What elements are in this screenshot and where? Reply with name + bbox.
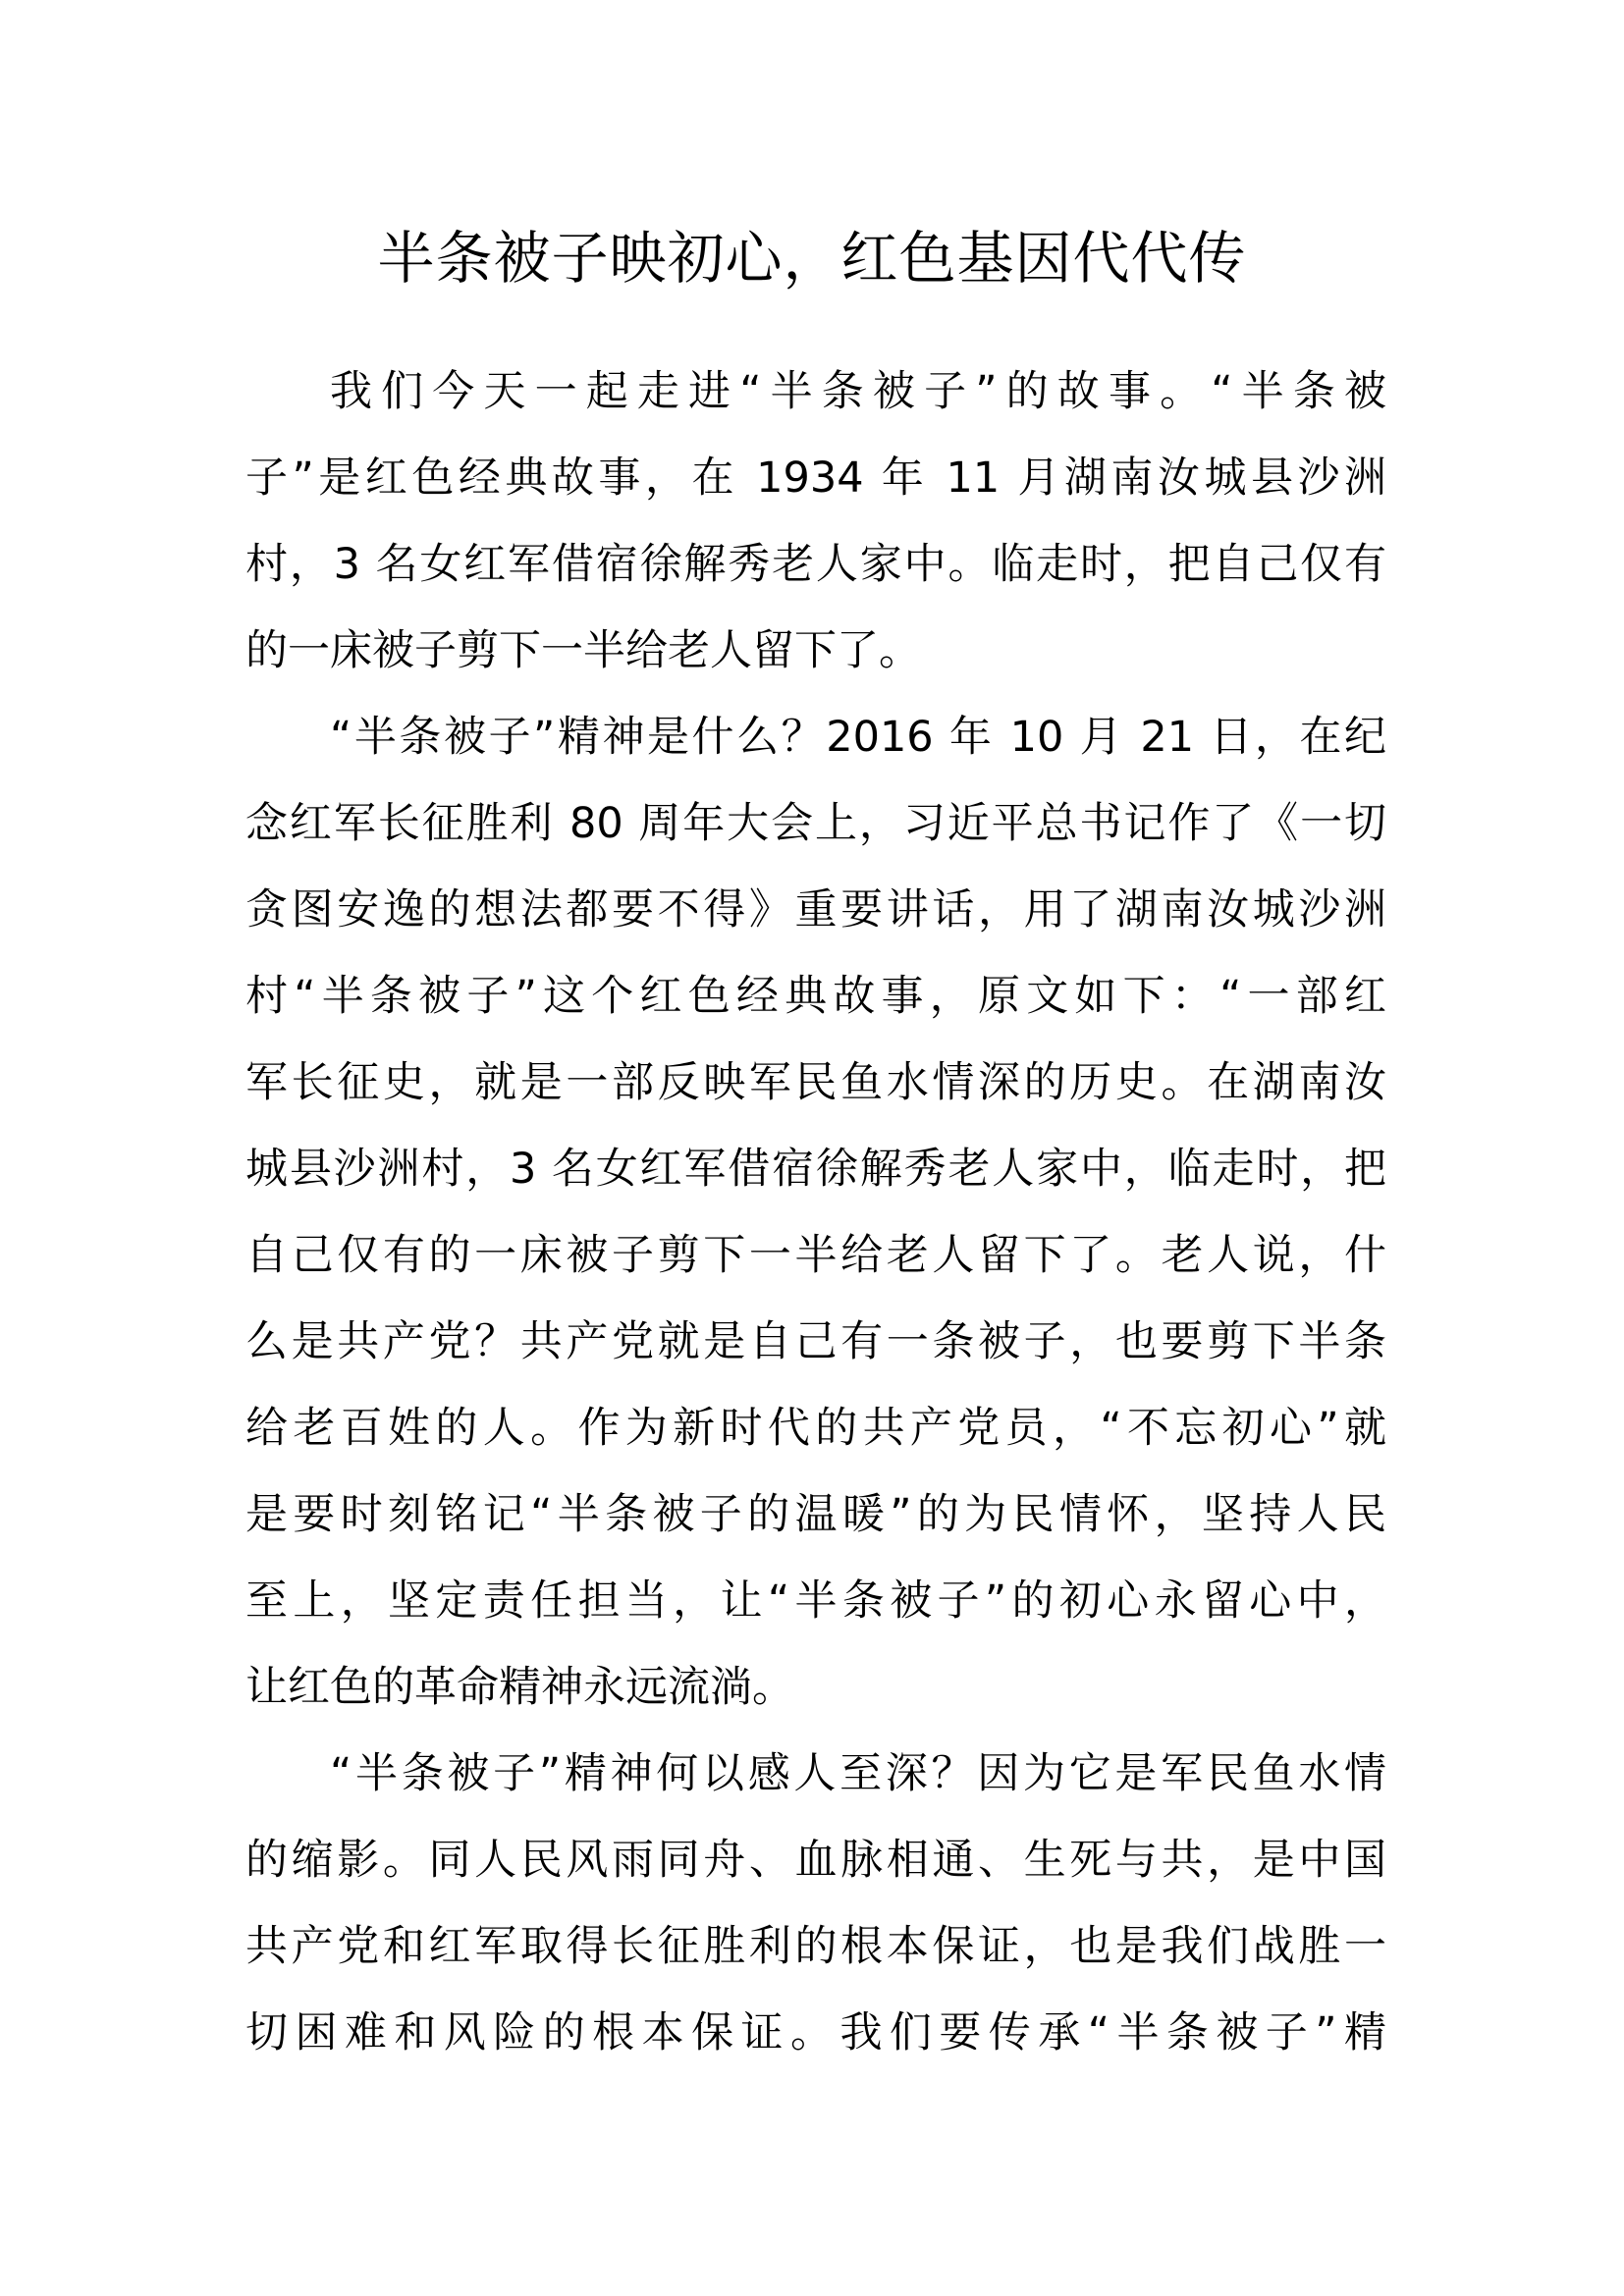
- paragraph-line: 共产党和红军取得长征胜利的根本保证，也是我们战胜一: [245, 1922, 1386, 1971]
- paragraph-line: 念红军长征胜利 80 周年大会上，习近平总书记作了《一切: [245, 799, 1386, 848]
- paragraph-line: 至上，坚定责任担当，让“半条被子”的初心永留心中，: [245, 1576, 1386, 1626]
- paragraph-2: [245, 694, 1386, 1731]
- paragraph-line: 么是共产党？共产党就是自己有一条被子，也要剪下半条: [245, 1317, 1386, 1366]
- paragraph-line: 自己仅有的一床被子剪下一半给老人留下了。老人说，什: [245, 1231, 1386, 1280]
- paragraph-line: “半条被子”精神是什么？2016 年 10 月 21 日，在纪: [330, 713, 1386, 762]
- paragraph-line: 是要时刻铭记“半条被子的温暖”的为民情怀，坚持人民: [245, 1490, 1386, 1539]
- paragraph-line: 我们今天一起走进“半条被子”的故事。“半条被: [330, 367, 1386, 416]
- paragraph-line: 城县沙洲村，3 名女红军借宿徐解秀老人家中，临走时，把: [245, 1145, 1386, 1194]
- paragraph-line: 村，3 名女红军借宿徐解秀老人家中。临走时，把自己仅有: [245, 540, 1386, 589]
- paragraph-line: 让红色的革命精神永远流淌。: [245, 1663, 794, 1712]
- paragraph-3: [245, 1731, 1386, 2076]
- paragraph-line: 切困难和风险的根本保证。我们要传承“半条被子”精: [245, 2008, 1386, 2057]
- paragraph-line: 贪图安逸的想法都要不得》重要讲话，用了湖南汝城沙洲: [245, 885, 1386, 934]
- paragraph-1: [245, 348, 1386, 694]
- paragraph-line: 给老百姓的人。作为新时代的共产党员，“不忘初心”就: [245, 1404, 1386, 1453]
- paragraph-line: 村“半条被子”这个红色经典故事，原文如下：“一部红: [245, 972, 1386, 1021]
- paragraph-line: “半条被子”精神何以感人至深？因为它是军民鱼水情: [330, 1749, 1386, 1798]
- page-title: 半条被子映初心，红色基因代代传: [377, 225, 1247, 292]
- paragraph-line: 子”是红色经典故事，在 1934 年 11 月湖南汝城县沙洲: [245, 454, 1386, 503]
- paragraph-line: 军长征史，就是一部反映军民鱼水情深的历史。在湖南汝: [245, 1058, 1386, 1107]
- paragraph-line: 的一床被子剪下一半给老人留下了。: [245, 626, 921, 675]
- document-body: [245, 348, 1386, 2076]
- paragraph-line: 的缩影。同人民风雨同舟、血脉相通、生死与共，是中国: [245, 1836, 1386, 1885]
